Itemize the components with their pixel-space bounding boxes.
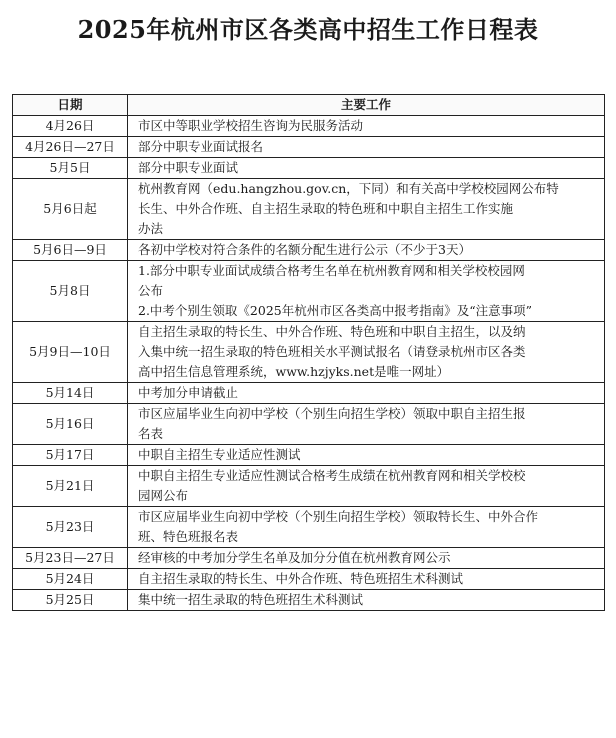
row-work-line: 办法 [138, 221, 164, 236]
table-row [13, 445, 605, 466]
table-row [13, 179, 605, 240]
table-row [13, 404, 605, 445]
table-row [13, 569, 605, 590]
row-work-line: 自主招生录取的特长生、中外合作班、特色班招生术科测试 [138, 571, 464, 586]
table-row [13, 548, 605, 569]
row-work-line: 部分中职专业面试 [138, 160, 239, 175]
table-header-row [13, 95, 605, 116]
row-work-line: 名表 [138, 426, 164, 441]
row-work [128, 445, 605, 466]
row-work-line: 中职自主招生专业适应性测试合格考生成绩在杭州教育网和相关学校校 [138, 468, 526, 483]
row-work-line: 长生、中外合作班、自主招生录取的特色班和中职自主招生工作实施 [138, 201, 514, 216]
row-date: 5月6日—9日 [13, 240, 128, 261]
row-work-line: 公布 [138, 283, 164, 298]
schedule-table [12, 94, 605, 611]
row-work-line: 杭州教育网（edu.hangzhou.gov.cn，下同）和有关高中学校校园网公布特 [138, 181, 559, 196]
row-date: 5月17日 [13, 445, 128, 466]
row-date: 5月6日起 [13, 179, 128, 240]
row-work [128, 261, 605, 322]
row-work-line: 市区应届毕业生向初中学校（个别生向招生学校）领取特长生、中外合作 [138, 509, 539, 524]
row-date: 5月23日 [13, 507, 128, 548]
row-work-line: 自主招生录取的特长生、中外合作班、特色班和中职自主招生，以及纳 [138, 324, 526, 339]
row-date: 4月26日 [13, 116, 128, 137]
table-row [13, 240, 605, 261]
row-work [128, 116, 605, 137]
row-work [128, 383, 605, 404]
row-work [128, 590, 605, 611]
row-work-line: 经审核的中考加分学生名单及加分分值在杭州教育网公示 [138, 550, 451, 565]
row-work-line: 1.部分中职专业面试成绩合格考生名单在杭州教育网和相关学校校园网 [138, 263, 525, 278]
date-column-header: 日期 [13, 95, 128, 116]
row-work [128, 548, 605, 569]
schedule-body [13, 116, 605, 611]
row-date: 4月26日—27日 [13, 137, 128, 158]
table-row [13, 466, 605, 507]
work-column-header: 主要工作 [128, 95, 605, 116]
page-title: 2025年杭州市区各类高中招生工作日程表 [77, 15, 539, 44]
row-date: 5月25日 [13, 590, 128, 611]
row-work [128, 322, 605, 383]
row-work [128, 240, 605, 261]
row-work-line: 入集中统一招生录取的特色班相关水平测试报名（请登录杭州市区各类 [138, 344, 526, 359]
row-date: 5月14日 [13, 383, 128, 404]
row-work [128, 179, 605, 240]
table-row [13, 322, 605, 383]
row-work-line: 市区应届毕业生向初中学校（个别生向招生学校）领取中职自主招生报 [138, 406, 526, 421]
row-work [128, 137, 605, 158]
row-work-line: 高中招生信息管理系统，www.hzjyks.net是唯一网址） [138, 364, 450, 379]
row-work [128, 158, 605, 179]
row-work-line: 中考加分申请截止 [138, 385, 239, 400]
row-work-line: 市区中等职业学校招生咨询为民服务活动 [138, 118, 364, 133]
table-row [13, 383, 605, 404]
row-date: 5月9日—10日 [13, 322, 128, 383]
row-work [128, 569, 605, 590]
row-date: 5月16日 [13, 404, 128, 445]
row-work [128, 507, 605, 548]
table-row [13, 507, 605, 548]
table-row [13, 116, 605, 137]
table-row [13, 137, 605, 158]
row-work-line: 各初中学校对符合条件的名额分配生进行公示（不少于3天） [138, 242, 471, 257]
row-date: 5月8日 [13, 261, 128, 322]
table-row [13, 158, 605, 179]
row-date: 5月24日 [13, 569, 128, 590]
row-date: 5月21日 [13, 466, 128, 507]
table-row [13, 590, 605, 611]
row-date: 5月23日—27日 [13, 548, 128, 569]
row-work [128, 404, 605, 445]
row-work-line: 集中统一招生录取的特色班招生术科测试 [138, 592, 364, 607]
table-row [13, 261, 605, 322]
row-work-line: 部分中职专业面试报名 [138, 139, 264, 154]
row-work-line: 中职自主招生专业适应性测试 [138, 447, 301, 462]
row-date: 5月5日 [13, 158, 128, 179]
row-work-line: 2.中考个别生领取《2025年杭州市区各类高中报考指南》及“注意事项” [138, 303, 533, 318]
row-work-line: 园网公布 [138, 488, 189, 503]
row-work [128, 466, 605, 507]
row-work-line: 班、特色班报名表 [138, 529, 239, 544]
